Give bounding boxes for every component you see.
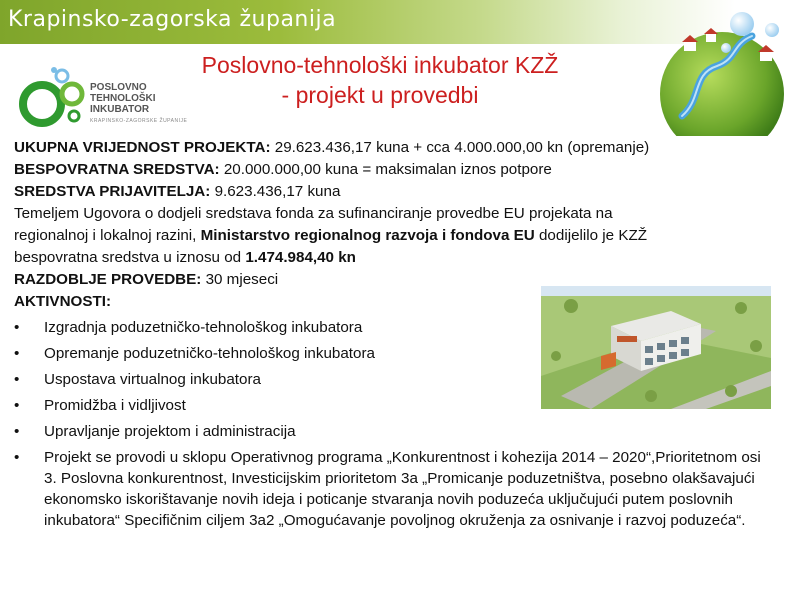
total-value-line: [14, 137, 784, 159]
slide-title: [120, 50, 640, 110]
applicant-funds-label: SREDSTVA PRIJAVITELJA:: [14, 183, 211, 200]
county-title: Krapinsko-zagorska županija: [8, 7, 337, 32]
bullet: •: [14, 319, 20, 336]
slide-title-line-2: - projekt u provedbi: [281, 82, 479, 108]
contract-text-end: dodijelilo je KZŽ: [534, 227, 648, 244]
applicant-funds-amount: 9.623.436,17 kuna: [210, 183, 341, 200]
activity-text-long: Projekt se provodi u sklopu Operativnog programa „Konkurentnost i kohezija 2014 – 2020“,Prioritetnom osi 3. Poslovna konkurentnost, Investicijskim prioritetom 3a „Promicanje poduzetništva, posebno olakšavajući ekonomsko iskorištavanje novih ideja i poticanje stvaranja novih poduzeća uključujući putem poslovnih inkubatora“ Specifičnim ciljem 3a2 „Omogućavanje povoljnog okruženja za osnivanje i razvoj poduzeća“.: [44, 449, 761, 529]
amount-intro: bespovratna sredstva u iznosu od: [14, 249, 246, 266]
grant-label: BESPOVRATNA SREDSTVA:: [14, 161, 220, 178]
grant-amount: 20.000.000,00 kuna = maksimalan iznos potpore: [219, 161, 552, 178]
bullet: •: [14, 397, 20, 414]
contract-line-3: [14, 247, 784, 269]
total-value-amount: 29.623.436,17 kuna + cca 4.000.000,00 kn (opremanje): [270, 139, 650, 156]
ministry-name: Ministarstvo regionalnog razvoja i fondova EU: [200, 227, 535, 244]
bullet: •: [14, 449, 20, 466]
list-item: [14, 447, 784, 531]
activity-text: Upravljanje projektom i administracija: [44, 423, 296, 440]
applicant-funds-line: [14, 181, 784, 203]
contract-line-2: [14, 225, 784, 247]
awarded-amount: 1.474.984,40 kn: [245, 249, 356, 266]
contract-text: regionalnoj i lokalnoj razini,: [14, 227, 201, 244]
grant-line: [14, 159, 784, 181]
contract-line-1: Temeljem Ugovora o dodjeli sredstava fonda za sufinanciranje provedbe EU projekata na: [14, 205, 613, 222]
logo-line-1: POSLOVNO: [90, 82, 147, 93]
activity-text: Opremanje poduzetničko-tehnološkog inkubatora: [44, 345, 375, 362]
activities-heading: AKTIVNOSTI:: [14, 293, 112, 310]
total-value-label: UKUPNA VRIJEDNOST PROJEKTA:: [14, 139, 271, 156]
bullet: •: [14, 423, 20, 440]
globe-illustration-icon: [622, 4, 798, 136]
list-item: [14, 421, 784, 443]
logo-line-2: TEHNOLOŠKI: [90, 93, 156, 104]
logo-subtitle: KRAPINSKO-ZAGORSKE ŽUPANIJE: [90, 118, 188, 124]
activity-text: Izgradnja poduzetničko-tehnološkog inkubatora: [44, 319, 363, 336]
incubator-building-image: [541, 286, 771, 409]
bullet: •: [14, 371, 20, 388]
period-value: 30 mjeseci: [201, 271, 279, 288]
activity-text: Promidžba i vidljivost: [44, 397, 186, 414]
logo-line-3: INKUBATOR: [90, 104, 150, 115]
slide-title-line-1: Poslovno-tehnološki inkubator KZŽ: [201, 52, 559, 78]
bullet: •: [14, 345, 20, 362]
activity-text: Uspostava virtualnog inkubatora: [44, 371, 261, 388]
period-label: RAZDOBLJE PROVEDBE:: [14, 271, 202, 288]
